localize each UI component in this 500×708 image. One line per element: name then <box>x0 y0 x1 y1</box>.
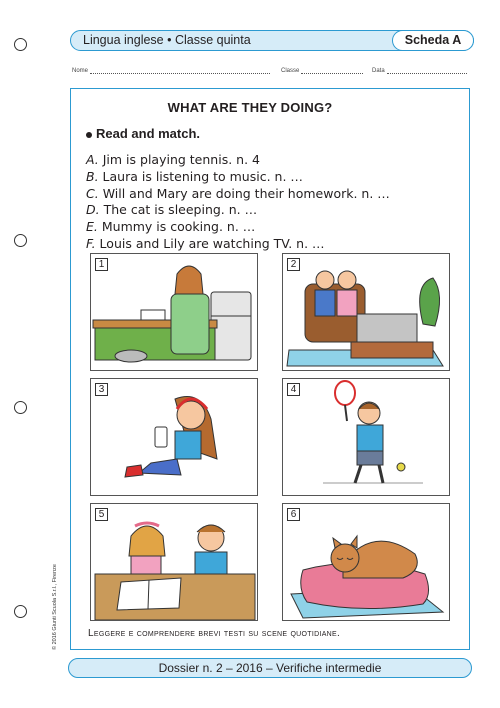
date-label: Data <box>372 68 385 74</box>
sentence-item: C. Will and Mary are doing their homework. n. … <box>86 185 390 201</box>
subject-title: Lingua inglese • Classe quinta <box>83 33 251 47</box>
playing-tennis-picture-icon <box>283 379 450 496</box>
instruction <box>86 126 200 141</box>
date-field[interactable] <box>372 68 467 74</box>
cooking-picture-icon <box>91 254 258 371</box>
sentence-item: E. Mummy is cooking. n. … <box>86 219 256 235</box>
picture-number: 2 <box>287 258 300 271</box>
date-line[interactable] <box>387 68 467 74</box>
picture-number: 3 <box>95 383 108 396</box>
exercise-title: WHAT ARE THEY DOING? <box>167 100 333 115</box>
class-label: Classe <box>281 68 300 74</box>
picture-panel-1 <box>90 253 258 371</box>
picture-panel-4 <box>282 378 450 496</box>
name-label: Nome <box>72 68 89 74</box>
picture-number: 1 <box>95 258 108 271</box>
copyright-note: © 2016 Giunti Scuola S.r.l., Firenze <box>52 564 58 650</box>
picture-number: 6 <box>287 508 300 521</box>
binder-hole <box>14 401 27 414</box>
bullet-icon <box>86 132 92 138</box>
watching-tv-picture-icon <box>283 254 450 371</box>
binder-hole <box>14 234 27 247</box>
picture-panel-2 <box>282 253 450 371</box>
instruction-text: Read and match. <box>96 126 201 141</box>
sentence-item: D. The cat is sleeping. n. … <box>86 202 258 218</box>
caption: Leggere e comprendere brevi testi su scene quotidiane. <box>88 628 341 639</box>
listening-music-picture-icon <box>91 379 258 496</box>
sentence-item: F. Louis and Lily are watching TV. n. … <box>86 235 325 251</box>
sleeping-cat-picture-icon <box>283 504 450 621</box>
picture-panel-5 <box>90 503 258 621</box>
picture-panel-6 <box>282 503 450 621</box>
picture-number: 5 <box>95 508 108 521</box>
picture-panel-3 <box>90 378 258 496</box>
binder-hole <box>14 605 27 618</box>
name-line[interactable] <box>90 68 270 74</box>
footer-bar: Dossier n. 2 – 2016 – Verifiche intermedie <box>68 658 472 678</box>
binder-hole <box>14 38 27 51</box>
homework-picture-icon <box>91 504 258 621</box>
sentence-list <box>86 152 390 253</box>
sentence-item: B. Laura is listening to music. n. … <box>86 168 303 184</box>
sentence-item: A. Jim is playing tennis. n. 4 <box>86 152 260 167</box>
class-line[interactable] <box>301 68 363 74</box>
worksheet-tab: Scheda A <box>392 30 474 51</box>
name-field[interactable] <box>72 68 270 74</box>
class-field[interactable] <box>281 68 363 74</box>
header-bar <box>70 30 474 51</box>
picture-number: 4 <box>287 383 300 396</box>
